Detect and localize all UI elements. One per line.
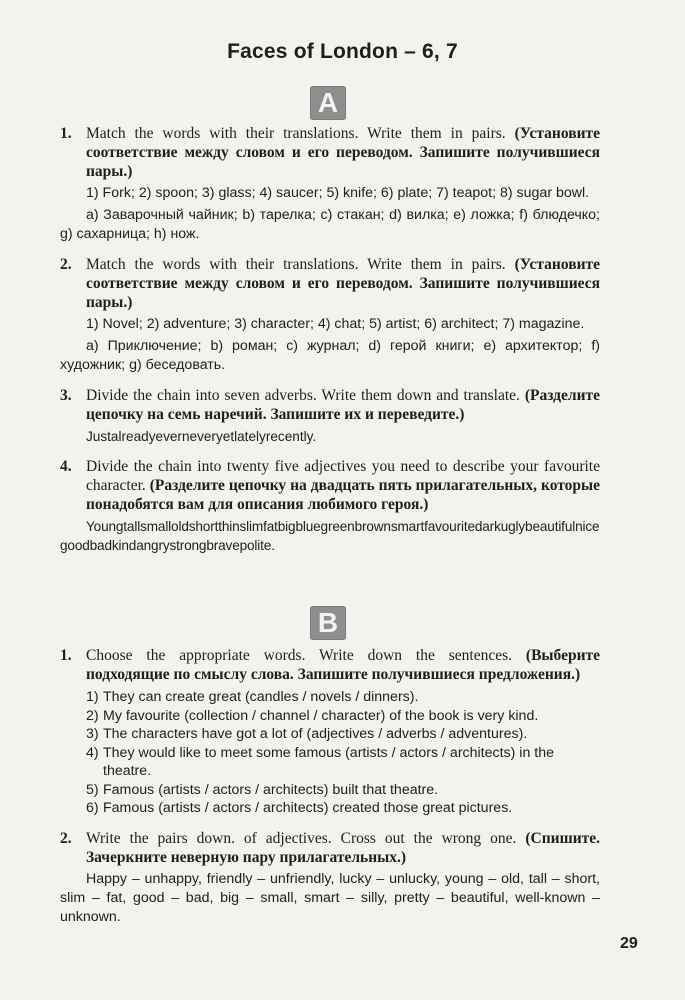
instruction-en: Divide the chain into twenty five adjectives you need to describe your favourite character. xyxy=(86,458,600,494)
list-item xyxy=(86,781,600,800)
section-b-badge: B xyxy=(310,606,346,640)
task-number: 2. xyxy=(60,829,72,847)
letter-chain: Youngtallsmalloldshortthinslimfatbigbluegreenbrownsmartfavouritedarkuglybeautifulnicegoodbadkindangrystrongbravepolite. xyxy=(60,519,600,553)
task-instruction xyxy=(86,255,600,312)
instruction-ru: (Выберите подходящие по смыслу слова. Запишите получившиеся предложения.) xyxy=(86,647,600,683)
list-item xyxy=(86,688,600,707)
item-text: The characters have got a lot of (adjectives / adverbs / adventures). xyxy=(103,726,528,742)
task-a4 xyxy=(60,457,600,555)
task-instruction xyxy=(86,457,600,514)
word-list: 1) Fork; 2) spoon; 3) glass; 4) saucer; 5) knife; 6) plate; 7) teapot; 8) sugar bowl. xyxy=(86,185,590,201)
task-number: 3. xyxy=(60,387,72,404)
instruction-ru: (Установите соответствие между словом и его переводом. Запишите получившиеся пары.) xyxy=(86,256,601,311)
item-number: 4) xyxy=(86,744,99,761)
task-number: 2. xyxy=(60,256,72,273)
task-instruction xyxy=(86,829,600,867)
section-a-badge: A xyxy=(310,86,346,120)
item-number: 5) xyxy=(86,781,99,798)
letter-chain: Justalreadyeverneveryetlatelyrecently. xyxy=(86,429,317,444)
task-number: 4. xyxy=(60,458,72,475)
page-number: 29 xyxy=(620,935,638,952)
page-title: Faces of London – 6, 7 xyxy=(227,40,458,63)
list-item xyxy=(86,707,600,726)
instruction-ru: (Установите соответствие между словом и его переводом. Запишите получившиеся пары.) xyxy=(86,125,601,180)
instruction-ru: (Разделите цепочку на семь наречий. Запишите их и переведите.) xyxy=(86,387,601,423)
instruction-ru: (Спишите. Зачеркните неверную пару прилагательных.) xyxy=(86,829,600,866)
instruction-en: Write the pairs down. of adjectives. Cross out the wrong one. xyxy=(86,829,517,847)
item-text: My favourite (collection / channel / character) of the book is very kind. xyxy=(103,707,539,724)
item-text: They can create great (candles / novels / dinners). xyxy=(103,689,419,705)
item-text: Famous (artists / actors / architects) created those great pictures. xyxy=(103,800,513,816)
task-a2 xyxy=(60,255,600,375)
task-instruction xyxy=(86,124,600,181)
task-a3 xyxy=(60,386,600,446)
task-instruction xyxy=(86,646,600,684)
item-number: 2) xyxy=(86,707,99,724)
list-item xyxy=(86,744,600,781)
task-a1 xyxy=(60,124,600,244)
task-number: 1. xyxy=(60,647,72,664)
adjective-pairs: Happy – unhappy, friendly – unfriendly, lucky – unlucky, young – old, tall – short, slim – fat, good – bad, big – small, smart – silly, pretty – beautiful, well-known – unknown. xyxy=(60,870,600,925)
instruction-en: Choose the appropriate words. Write down the sentences. xyxy=(86,647,513,664)
task-instruction xyxy=(86,386,600,424)
task-number: 1. xyxy=(60,125,72,142)
list-item xyxy=(86,799,600,818)
task-b1 xyxy=(60,646,600,818)
item-text: Famous (artists / actors / architects) built that theatre. xyxy=(103,781,439,798)
instruction-en: Match the words with their translations. Write them in pairs. xyxy=(86,125,506,142)
item-text: They would like to meet some famous (artists / actors / architects) in the theatre. xyxy=(103,744,555,779)
translation-list: a) Заварочный чайник; b) тарелка; c) стакан; d) вилка; e) ложка; f) блюдечко; g) сахарница; h) нож. xyxy=(60,207,600,242)
instruction-ru: (Разделите цепочку на двадцать пять прилагательных, которые понадобятся вам для описания любимого героя.) xyxy=(86,477,600,513)
instruction-en: Match the words with their translations. Write them in pairs. xyxy=(86,256,506,273)
list-item xyxy=(86,725,600,744)
item-number: 3) xyxy=(86,726,99,742)
section-b xyxy=(60,646,600,938)
task-b2 xyxy=(60,829,600,927)
word-list: 1) Novel; 2) adventure; 3) character; 4) chat; 5) artist; 6) architect; 7) magazine. xyxy=(86,316,585,332)
sentence-list xyxy=(60,688,600,818)
section-a xyxy=(60,124,600,566)
item-number: 1) xyxy=(86,689,99,705)
item-number: 6) xyxy=(86,800,99,816)
translation-list: a) Приключение; b) роман; c) журнал; d) герой книги; e) архитектор; f) художник; g) беседовать. xyxy=(60,338,600,373)
instruction-en: Divide the chain into seven adverbs. Write them down and translate. xyxy=(86,387,520,404)
